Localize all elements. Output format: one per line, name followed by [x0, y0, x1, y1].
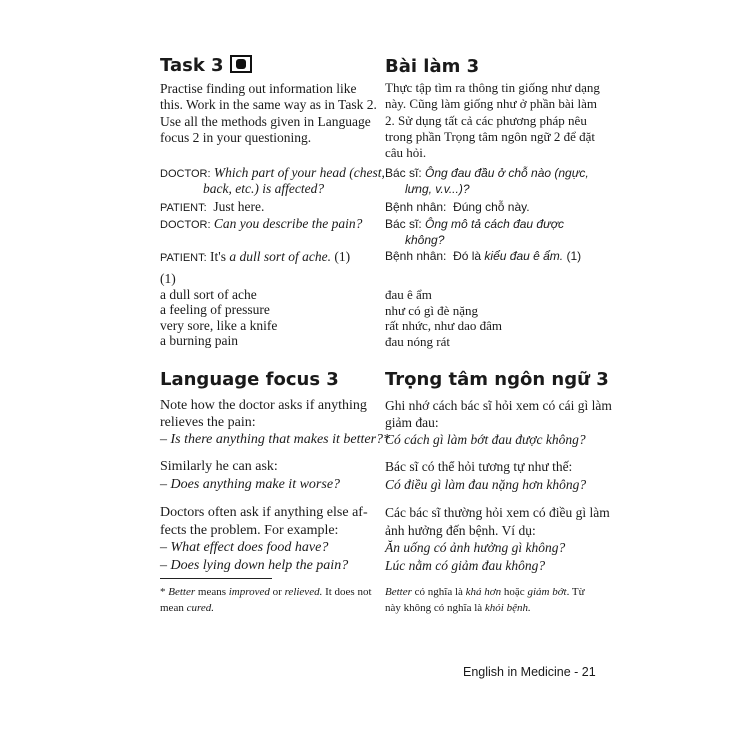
options-list: (1) a dull sort of ache a feeling of pressure very sore, like a knife a burning pain: [160, 271, 278, 348]
dialogue-continuation: back, etc.) is affected?: [203, 181, 325, 196]
task-heading-vi: Bài làm 3: [385, 56, 480, 77]
dialogue-line: DOCTOR: Which part of your head (chest,: [160, 165, 385, 180]
language-focus-heading: Language focus 3: [160, 369, 339, 390]
dialogue-line-vi: Bác sĩ: Ông mô tả cách đau được: [385, 217, 564, 231]
dialogue-line-vi: Bệnh nhân: Đúng chỗ này.: [385, 200, 530, 214]
lf-paragraph: Similarly he can ask: – Does anything make it worse?: [160, 459, 341, 492]
lf-paragraph-vi: Bác sĩ có thể hỏi tương tự như thế: Có điều gì làm đau nặng hơn không?: [385, 459, 587, 492]
options-list-vi: đau ê ẩm như có gì đè nặng rất nhức, như dao đâm đau nóng rát: [385, 287, 502, 349]
language-focus-heading-vi: Trọng tâm ngôn ngữ 3: [385, 369, 609, 390]
lf-paragraph: Doctors often ask if anything else af- fects the problem. For example: – What effect does food have? – Does lying down help the pain?: [160, 505, 368, 573]
lf-paragraph-vi: Các bác sĩ thường hỏi xem có điều gì làm ảnh hưởng đến bệnh. Ví dụ: Ăn uống có ảnh hưởng gì không? Lúc nằm có giảm đau không?: [385, 505, 610, 573]
dialogue-line-vi: Bác sĩ: Ông đau đầu ở chỗ nào (ngực,: [385, 166, 589, 180]
dialogue-line: PATIENT: Just here.: [160, 199, 265, 214]
dialogue-line: DOCTOR: Can you describe the pain?: [160, 216, 363, 231]
dialogue-continuation-vi: lưng, v.v...)?: [405, 182, 470, 196]
page-footer: English in Medicine - 21: [463, 665, 596, 679]
task-heading: Task 3: [160, 55, 252, 76]
task-instructions: Practise finding out information like this. Work in the same way as in Task 2. Use all the methods given in Language focus 2 in your questioning.: [160, 81, 377, 145]
lf-paragraph: Note how the doctor asks if anything relieves the pain: – Is there anything that makes it better?*: [160, 398, 391, 447]
pair-work-icon: [230, 55, 252, 73]
task-instructions-vi: Thực tập tìm ra thông tin giống như dạng này. Cũng làm giống như ở phần bài làm 2. Sử dụng tất cả các phương pháp nêu trong phần Trọng tâm ngôn ngữ 2 để đặt câu hỏi.: [385, 80, 600, 161]
dialogue-line-vi: Bệnh nhân: Đó là kiểu đau ê ẩm. (1): [385, 249, 582, 263]
footnote-vi: Better có nghĩa là khá hơn hoặc giảm bớt. Từ này không có nghĩa là khỏi bệnh.: [385, 586, 585, 614]
lf-paragraph-vi: Ghi nhớ cách bác sĩ hỏi xem có cái gì làm giảm đau: Có cách gì làm bớt đau được không?: [385, 398, 612, 447]
footnote-divider: [160, 578, 272, 579]
footnote: * Better means improved or relieved. It does not mean cured.: [160, 586, 372, 614]
dialogue-continuation-vi: không?: [405, 233, 445, 247]
dialogue-line: PATIENT: It's a dull sort of ache. (1): [160, 249, 351, 264]
